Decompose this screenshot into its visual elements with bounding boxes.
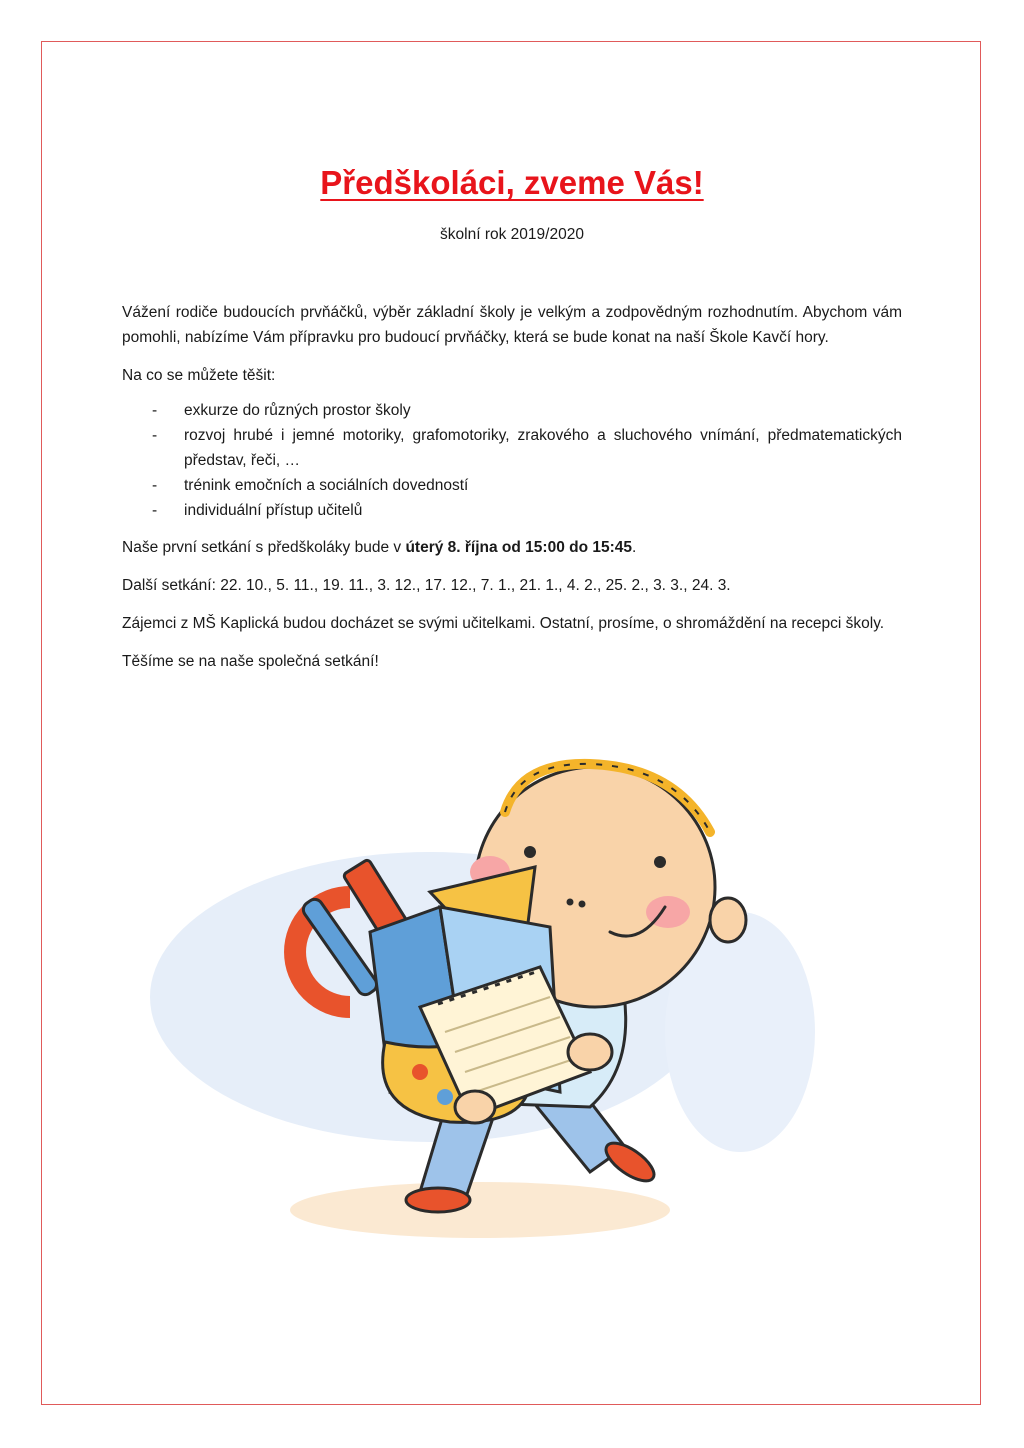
floor-shadow [290,1182,670,1238]
list-item: - rozvoj hrubé i jemné motoriky, grafomotoriky, zrakového a sluchového vnímání, předmatematických představ, řeči, … [122,423,902,473]
letter-body [122,300,902,687]
eye [654,856,666,868]
nose [567,899,574,906]
hand [568,1034,612,1070]
note-paragraph: Zájemci z MŠ Kaplická budou docházet se svými učitelkami. Ostatní, prosíme, o shromáždění na recepci školy. [122,615,885,632]
shoe [600,1136,660,1188]
intro-paragraph: Vážení rodiče budoucích prvňáčků, výběr základní školy je velkým a zodpovědným rozhodnutím. Abychom vám pomohli, nabízíme Vám přípravku pro budoucí prvňáčky, která se bude konat na naší Škole Kavčí hory. [122,304,902,346]
school-year: školní rok 2019/2020 [440,226,584,243]
next-meetings-paragraph: Další setkání: 22. 10., 5. 11., 19. 11., 3. 12., 17. 12., 7. 1., 21. 1., 4. 2., 25. 2., 3. 3., 24. 3. [122,577,731,594]
ear [710,898,746,942]
list-item: - individuální přístup učitelů [122,498,902,523]
paint-dot [437,1089,453,1105]
first-meeting-prefix: Naše první setkání s předškoláky bude v [122,539,406,556]
benefits-list [122,398,902,523]
first-meeting-date: úterý 8. října od 15:00 do 15:45 [405,539,633,556]
boy-with-school-supplies-illustration [120,742,840,1272]
list-heading: Na co se můžete těšit: [122,367,276,384]
nose [579,901,586,908]
hand [455,1091,495,1123]
closing-paragraph: Těšíme se na naše společná setkání! [122,653,379,670]
page-title: Předškoláci, zveme Vás! [320,164,704,201]
paint-dot [412,1064,428,1080]
list-item: - trénink emočních a sociálních dovedností [122,473,902,498]
eye [524,846,536,858]
shoe [406,1188,470,1212]
first-meeting-paragraph [122,535,902,560]
first-meeting-suffix: . [632,539,637,556]
list-item: - exkurze do různých prostor školy [122,398,902,423]
